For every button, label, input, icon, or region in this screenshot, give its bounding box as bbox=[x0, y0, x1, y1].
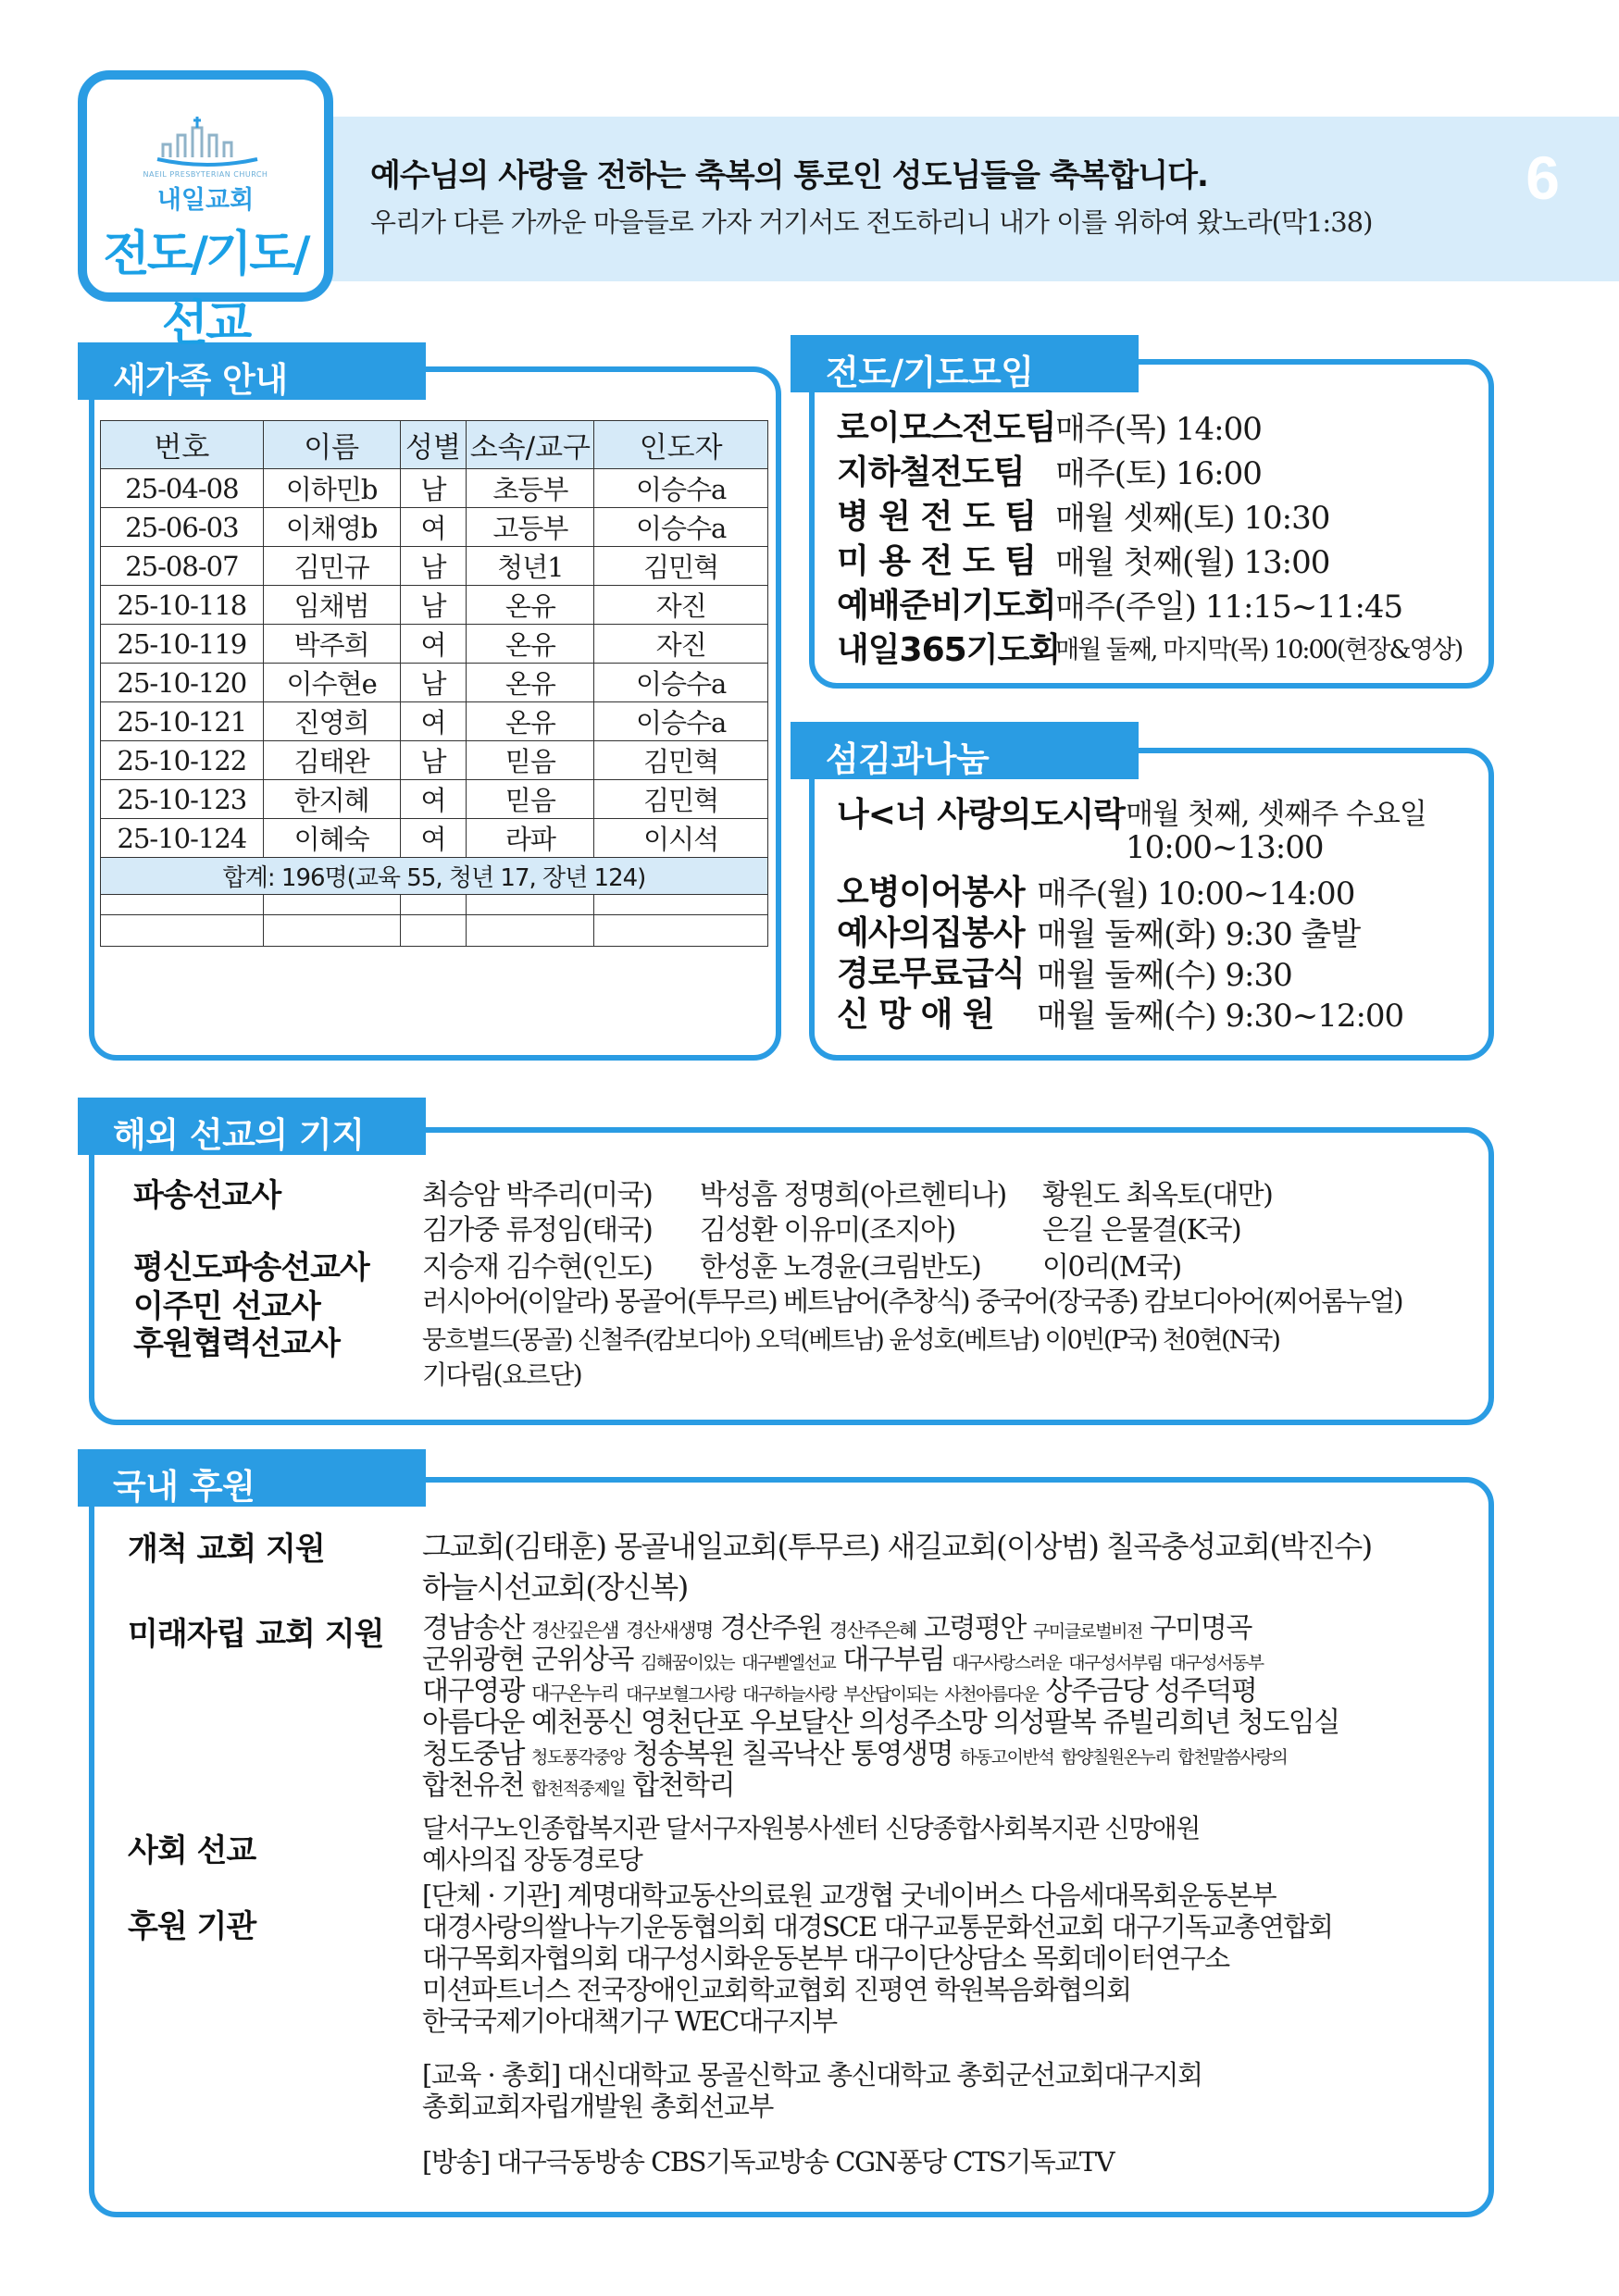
social-mission-label: 사회 선교 bbox=[128, 1832, 256, 1869]
evangelism-item-schedule: 매주(목) 14:00 bbox=[1055, 411, 1262, 448]
cell-name: 한지혜 bbox=[263, 780, 400, 819]
cell-gender: 여 bbox=[400, 625, 467, 664]
cell-guide: 이승수a bbox=[594, 469, 768, 508]
table-row bbox=[101, 702, 768, 741]
future-church-name: 대구하늘사랑 bbox=[741, 1684, 837, 1705]
service-item-schedule-2: 10:00~13:00 bbox=[1126, 829, 1324, 866]
future-church-name: 김해꿈이있는 bbox=[640, 1653, 735, 1673]
future-church-name: 대구영광 bbox=[422, 1675, 524, 1707]
cell-group: 고등부 bbox=[467, 508, 594, 547]
service-tab: 섬김과나눔 bbox=[791, 722, 1139, 779]
future-church-name: 경산깊은샘 bbox=[530, 1620, 618, 1642]
future-church-name: 경산주원 bbox=[719, 1612, 822, 1644]
future-church-name: 경산주은혜 bbox=[828, 1620, 916, 1642]
cell-name: 이하민b bbox=[263, 469, 400, 508]
lay-missionaries-label: 평신도파송선교사 bbox=[133, 1249, 369, 1286]
missionary-entry: 최승암 박주리(미국) bbox=[422, 1179, 653, 1211]
evangelism-item-schedule: 매월 셋째(토) 10:30 bbox=[1055, 500, 1330, 537]
church-planting-label: 개척 교회 지원 bbox=[128, 1531, 325, 1568]
future-church-name: 하동고이반석 bbox=[960, 1747, 1054, 1768]
education-org-line: 총회교회자립개발원 총회선교부 bbox=[422, 2091, 773, 2122]
missionary-entry: 지승재 김수현(인도) bbox=[422, 1251, 653, 1284]
cell-group: 온유 bbox=[467, 664, 594, 702]
header-guide: 인도자 bbox=[594, 421, 768, 469]
table-header-row bbox=[101, 421, 768, 469]
support-org-line: 대경사랑의쌀나누기운동협의회 대경SCE 대구교통문화선교회 대구기독교총연합회 bbox=[422, 1911, 1333, 1942]
service-item-label: 예사의집봉사 bbox=[837, 914, 1025, 952]
cell-guide: 이시석 bbox=[594, 819, 768, 858]
future-church-name: 청도임실 bbox=[1237, 1706, 1339, 1739]
service-item-label: 나<너 사랑의도시락 bbox=[837, 796, 1125, 834]
evangelism-item-label: 지하철전도팀 bbox=[837, 453, 1025, 491]
empty-cell bbox=[101, 915, 264, 947]
service-item-schedule: 매월 첫째, 셋째주 수요일 bbox=[1126, 798, 1426, 831]
future-church-row bbox=[422, 1762, 734, 1803]
future-church-name: 합천유천 bbox=[422, 1769, 524, 1802]
cell-gender: 남 bbox=[400, 664, 467, 702]
new-family-tab: 새가족 안내 bbox=[78, 342, 426, 400]
future-church-name: 대구사랑스러운 bbox=[952, 1653, 1062, 1673]
evangelism-item-schedule: 매월 첫째(월) 13:00 bbox=[1055, 544, 1330, 581]
cell-group: 믿음 bbox=[467, 741, 594, 780]
section-title: 전도/기도/선교 bbox=[103, 227, 308, 352]
future-church-name: 사천아름다운 bbox=[944, 1684, 1039, 1705]
future-church-name: 의성팔복 bbox=[993, 1706, 1096, 1739]
table-row bbox=[101, 664, 768, 702]
church-planting-list-2: 하늘시선교회(장신복) bbox=[422, 1570, 688, 1605]
support-missionaries-label: 후원협력선교사 bbox=[133, 1325, 340, 1362]
header-verse: 우리가 다른 가까운 마을들로 가자 거기서도 전도하리니 내가 이를 위하여 왔노라(막1:38) bbox=[370, 206, 1373, 238]
table-row bbox=[101, 469, 768, 508]
cell-guide: 이승수a bbox=[594, 508, 768, 547]
future-church-name: 대구보혈그사랑 bbox=[625, 1684, 735, 1705]
page-number: 6 bbox=[1526, 143, 1560, 212]
cell-guide: 자진 bbox=[594, 625, 768, 664]
table-row bbox=[101, 741, 768, 780]
future-church-name: 성주덕평 bbox=[1154, 1675, 1257, 1707]
cell-number: 25-10-118 bbox=[101, 586, 264, 625]
service-item-schedule: 매월 둘째(수) 9:30 bbox=[1037, 957, 1292, 994]
cell-gender: 여 bbox=[400, 702, 467, 741]
church-planting-list: 그교회(김태훈) 몽골내일교회(투무르) 새길교회(이상범) 칠곡충성교회(박진수) bbox=[422, 1529, 1372, 1564]
table-row bbox=[101, 780, 768, 819]
future-church-name: 우보달산 bbox=[749, 1706, 852, 1739]
header-name: 이름 bbox=[263, 421, 400, 469]
future-church-name: 아름다운 bbox=[422, 1706, 524, 1739]
evangelism-item-label: 병 원 전 도 팀 bbox=[837, 498, 1037, 536]
social-mission-list: 달서구노인종합복지관 달서구자원봉사센터 신당종합사회복지관 신망애원 bbox=[422, 1813, 1200, 1843]
cell-name: 이수현e bbox=[263, 664, 400, 702]
migrant-missionaries-label: 이주민 선교사 bbox=[133, 1288, 320, 1325]
future-church-name: 영천단포 bbox=[640, 1706, 742, 1739]
missionary-entry: 이0리(M국) bbox=[1042, 1251, 1181, 1284]
church-logo-box bbox=[78, 70, 333, 352]
support-org-line: 한국국제기아대책기구 WEC대구지부 bbox=[422, 2005, 837, 2037]
cell-group: 초등부 bbox=[467, 469, 594, 508]
future-church-name: 구미글로벌비전 bbox=[1032, 1621, 1142, 1642]
sent-missionaries-label: 파송선교사 bbox=[133, 1177, 281, 1214]
cell-number: 25-10-120 bbox=[101, 664, 264, 702]
service-item-label: 신 망 애 원 bbox=[837, 996, 994, 1034]
migrant-missionaries-list: 러시아어(이알라) 몽골어(투무르) 베트남어(추창식) 중국어(장국종) 캄보디아어(찌어롬누얼) bbox=[422, 1285, 1402, 1317]
future-church-name: 청도풍각중앙 bbox=[530, 1747, 626, 1768]
cell-gender: 남 bbox=[400, 586, 467, 625]
future-church-name: 쥬빌리희년 bbox=[1102, 1706, 1230, 1739]
future-church-name: 합천적중제일 bbox=[530, 1779, 626, 1799]
table-row bbox=[101, 547, 768, 586]
future-church-name: 대구온누리 bbox=[530, 1682, 618, 1705]
empty-cell bbox=[594, 895, 768, 915]
table-total: 합계: 196명(교육 55, 청년 17, 장년 124) bbox=[101, 858, 768, 895]
cell-group: 믿음 bbox=[467, 780, 594, 819]
cell-guide: 자진 bbox=[594, 586, 768, 625]
service-item-schedule: 매월 둘째(화) 9:30 출발 bbox=[1037, 916, 1361, 953]
evangelism-item-schedule: 매주(주일) 11:15~11:45 bbox=[1055, 589, 1403, 626]
cell-guide: 이승수a bbox=[594, 664, 768, 702]
support-org-label: 후원 기관 bbox=[128, 1908, 256, 1945]
cell-guide: 김민혁 bbox=[594, 741, 768, 780]
cell-group: 온유 bbox=[467, 702, 594, 741]
broadcast-list: [방송] 대구극동방송 CBS기독교방송 CGN퐁당 CTS기독교TV bbox=[422, 2146, 1115, 2178]
evangelism-item-label: 로이모스전도팀 bbox=[837, 409, 1056, 447]
evangelism-item-label: 내일365기도회 bbox=[837, 631, 1061, 669]
cell-name: 김태완 bbox=[263, 741, 400, 780]
future-church-name: 구미명곡 bbox=[1149, 1612, 1252, 1644]
support-org-line: 미션파트너스 전국장애인교회학교협회 진평연 학원복음화협의회 bbox=[422, 1974, 1131, 2005]
future-church-name: 의성주소망 bbox=[858, 1706, 987, 1739]
evangelism-item-schedule: 매월 둘째, 마지막(목) 10:00(현장&영상) bbox=[1055, 636, 1463, 664]
support-org-line: 대구목회자협의회 대구성시화운동본부 대구이단상담소 목회데이터연구소 bbox=[422, 1942, 1229, 1974]
empty-cell bbox=[594, 915, 768, 947]
education-org-line: [교육 · 총회] 대신대학교 몽골신학교 총신대학교 총회군선교회대구지회 bbox=[422, 2059, 1202, 2091]
future-church-name: 상주금당 bbox=[1045, 1675, 1148, 1707]
cell-guide: 이승수a bbox=[594, 702, 768, 741]
future-church-name: 대구벧엘선교 bbox=[741, 1653, 836, 1673]
table-row bbox=[101, 508, 768, 547]
cell-name: 이혜숙 bbox=[263, 819, 400, 858]
header-group: 소속/교구 bbox=[467, 421, 594, 469]
future-church-name: 경남송산 bbox=[422, 1612, 524, 1644]
table-row bbox=[101, 586, 768, 625]
cell-group: 온유 bbox=[467, 625, 594, 664]
cell-gender: 여 bbox=[400, 780, 467, 819]
missionary-entry: 박성흠 정명희(아르헨티나) bbox=[700, 1179, 1006, 1211]
missionary-entry: 김성환 이유미(조지아) bbox=[700, 1214, 955, 1247]
cell-number: 25-10-123 bbox=[101, 780, 264, 819]
service-item-label: 오병이어봉사 bbox=[837, 874, 1025, 912]
cell-gender: 남 bbox=[400, 741, 467, 780]
future-church-name: 함양칠원온누리 bbox=[1061, 1747, 1171, 1768]
empty-cell bbox=[101, 895, 264, 915]
missionary-entry: 은길 은물결(K국) bbox=[1042, 1214, 1241, 1247]
cell-guide: 김민혁 bbox=[594, 547, 768, 586]
empty-cell bbox=[467, 895, 594, 915]
header-banner bbox=[315, 117, 1619, 281]
future-church-name: 예천풍신 bbox=[530, 1706, 633, 1739]
cell-number: 25-06-03 bbox=[101, 508, 264, 547]
cell-gender: 남 bbox=[400, 547, 467, 586]
header-main-text: 예수님의 사랑을 전하는 축복의 통로인 성도님들을 축복합니다. bbox=[370, 157, 1208, 194]
logo-subtitle: NAEIL PRESBYTERIAN CHURCH bbox=[143, 170, 268, 179]
empty-cell bbox=[400, 895, 467, 915]
future-church-name: 통영생명 bbox=[851, 1738, 953, 1770]
cell-number: 25-10-119 bbox=[101, 625, 264, 664]
cell-name: 박주희 bbox=[263, 625, 400, 664]
cell-gender: 남 bbox=[400, 469, 467, 508]
cell-group: 온유 bbox=[467, 586, 594, 625]
empty-cell bbox=[263, 895, 400, 915]
table-total-row bbox=[101, 858, 768, 895]
future-church-name: 군위광현 bbox=[422, 1644, 524, 1676]
cell-number: 25-04-08 bbox=[101, 469, 264, 508]
social-mission-list-2: 예사의집 장동경로당 bbox=[422, 1844, 642, 1875]
table-row bbox=[101, 625, 768, 664]
cell-gender: 여 bbox=[400, 508, 467, 547]
future-church-name: 청도중남 bbox=[422, 1738, 524, 1770]
service-item-schedule: 매월 둘째(수) 9:30~12:00 bbox=[1037, 998, 1404, 1035]
cell-guide: 김민혁 bbox=[594, 780, 768, 819]
service-item-label: 경로무료급식 bbox=[837, 955, 1025, 993]
cell-group: 청년1 bbox=[467, 547, 594, 586]
cell-number: 25-10-121 bbox=[101, 702, 264, 741]
empty-cell bbox=[263, 915, 400, 947]
future-church-name: 경산새생명 bbox=[625, 1620, 713, 1642]
future-church-name: 대구부림 bbox=[842, 1644, 945, 1676]
future-church-name: 군위상곡 bbox=[530, 1644, 633, 1676]
empty-cell bbox=[400, 915, 467, 947]
missionary-entry: 황원도 최옥토(대만) bbox=[1042, 1179, 1273, 1211]
future-church-name: 고령평안 bbox=[923, 1612, 1026, 1644]
cell-group: 라파 bbox=[467, 819, 594, 858]
empty-cell bbox=[467, 915, 594, 947]
missions-tab: 해외 선교의 기지 bbox=[78, 1098, 426, 1155]
cell-name: 진영희 bbox=[263, 702, 400, 741]
table-row bbox=[101, 819, 768, 858]
cell-name: 이채영b bbox=[263, 508, 400, 547]
empty-row bbox=[101, 895, 768, 915]
support-org-line: [단체 · 기관] 계명대학교동산의료원 교갱협 굿네이버스 다음세대목회운동본부 bbox=[422, 1880, 1277, 1911]
evangelism-item-label: 미 용 전 도 팀 bbox=[837, 542, 1037, 580]
future-church-name: 대구성서동부 bbox=[1169, 1653, 1264, 1673]
empty-row bbox=[101, 915, 768, 947]
cell-number: 25-10-122 bbox=[101, 741, 264, 780]
future-church-name: 부산답이되는 bbox=[843, 1684, 938, 1705]
future-church-label: 미래자립 교회 지원 bbox=[128, 1616, 384, 1653]
future-church-name: 합천학리 bbox=[632, 1769, 735, 1802]
future-church-name: 칠곡낙산 bbox=[741, 1738, 844, 1770]
header-gender: 성별 bbox=[400, 421, 467, 469]
missionary-entry: 김가중 류정임(태국) bbox=[422, 1214, 653, 1247]
cell-number: 25-10-124 bbox=[101, 819, 264, 858]
cell-name: 김민규 bbox=[263, 547, 400, 586]
cell-gender: 여 bbox=[400, 819, 467, 858]
logo-church-name: 내일교회 bbox=[156, 186, 255, 214]
domestic-tab: 국내 후원 bbox=[78, 1449, 426, 1507]
cell-name: 임채범 bbox=[263, 586, 400, 625]
support-missionaries-list: 뭉흐벌드(몽골) 신철주(캄보디아) 오덕(베트남) 윤성호(베트남) 이0빈(P국) 천0현(N국) bbox=[422, 1326, 1279, 1355]
missionary-entry: 한성훈 노경윤(크림반도) bbox=[700, 1251, 981, 1284]
support-missionaries-list-2: 기다림(요르단) bbox=[422, 1359, 582, 1390]
evangelism-tab: 전도/기도모임 bbox=[791, 335, 1139, 392]
future-church-name: 청송복원 bbox=[632, 1738, 735, 1770]
header-number: 번호 bbox=[101, 421, 264, 469]
future-church-name: 합천말씀사랑의 bbox=[1177, 1747, 1288, 1768]
domestic-box bbox=[89, 1477, 1494, 2217]
new-family-table bbox=[100, 420, 768, 947]
evangelism-item-schedule: 매주(토) 16:00 bbox=[1055, 455, 1262, 492]
cell-number: 25-08-07 bbox=[101, 547, 264, 586]
future-church-name: 대구성서부림 bbox=[1068, 1653, 1163, 1673]
evangelism-item-label: 예배준비기도회 bbox=[837, 587, 1056, 625]
service-item-schedule: 매주(월) 10:00~14:00 bbox=[1037, 875, 1355, 912]
church-skyline-icon bbox=[154, 115, 261, 170]
